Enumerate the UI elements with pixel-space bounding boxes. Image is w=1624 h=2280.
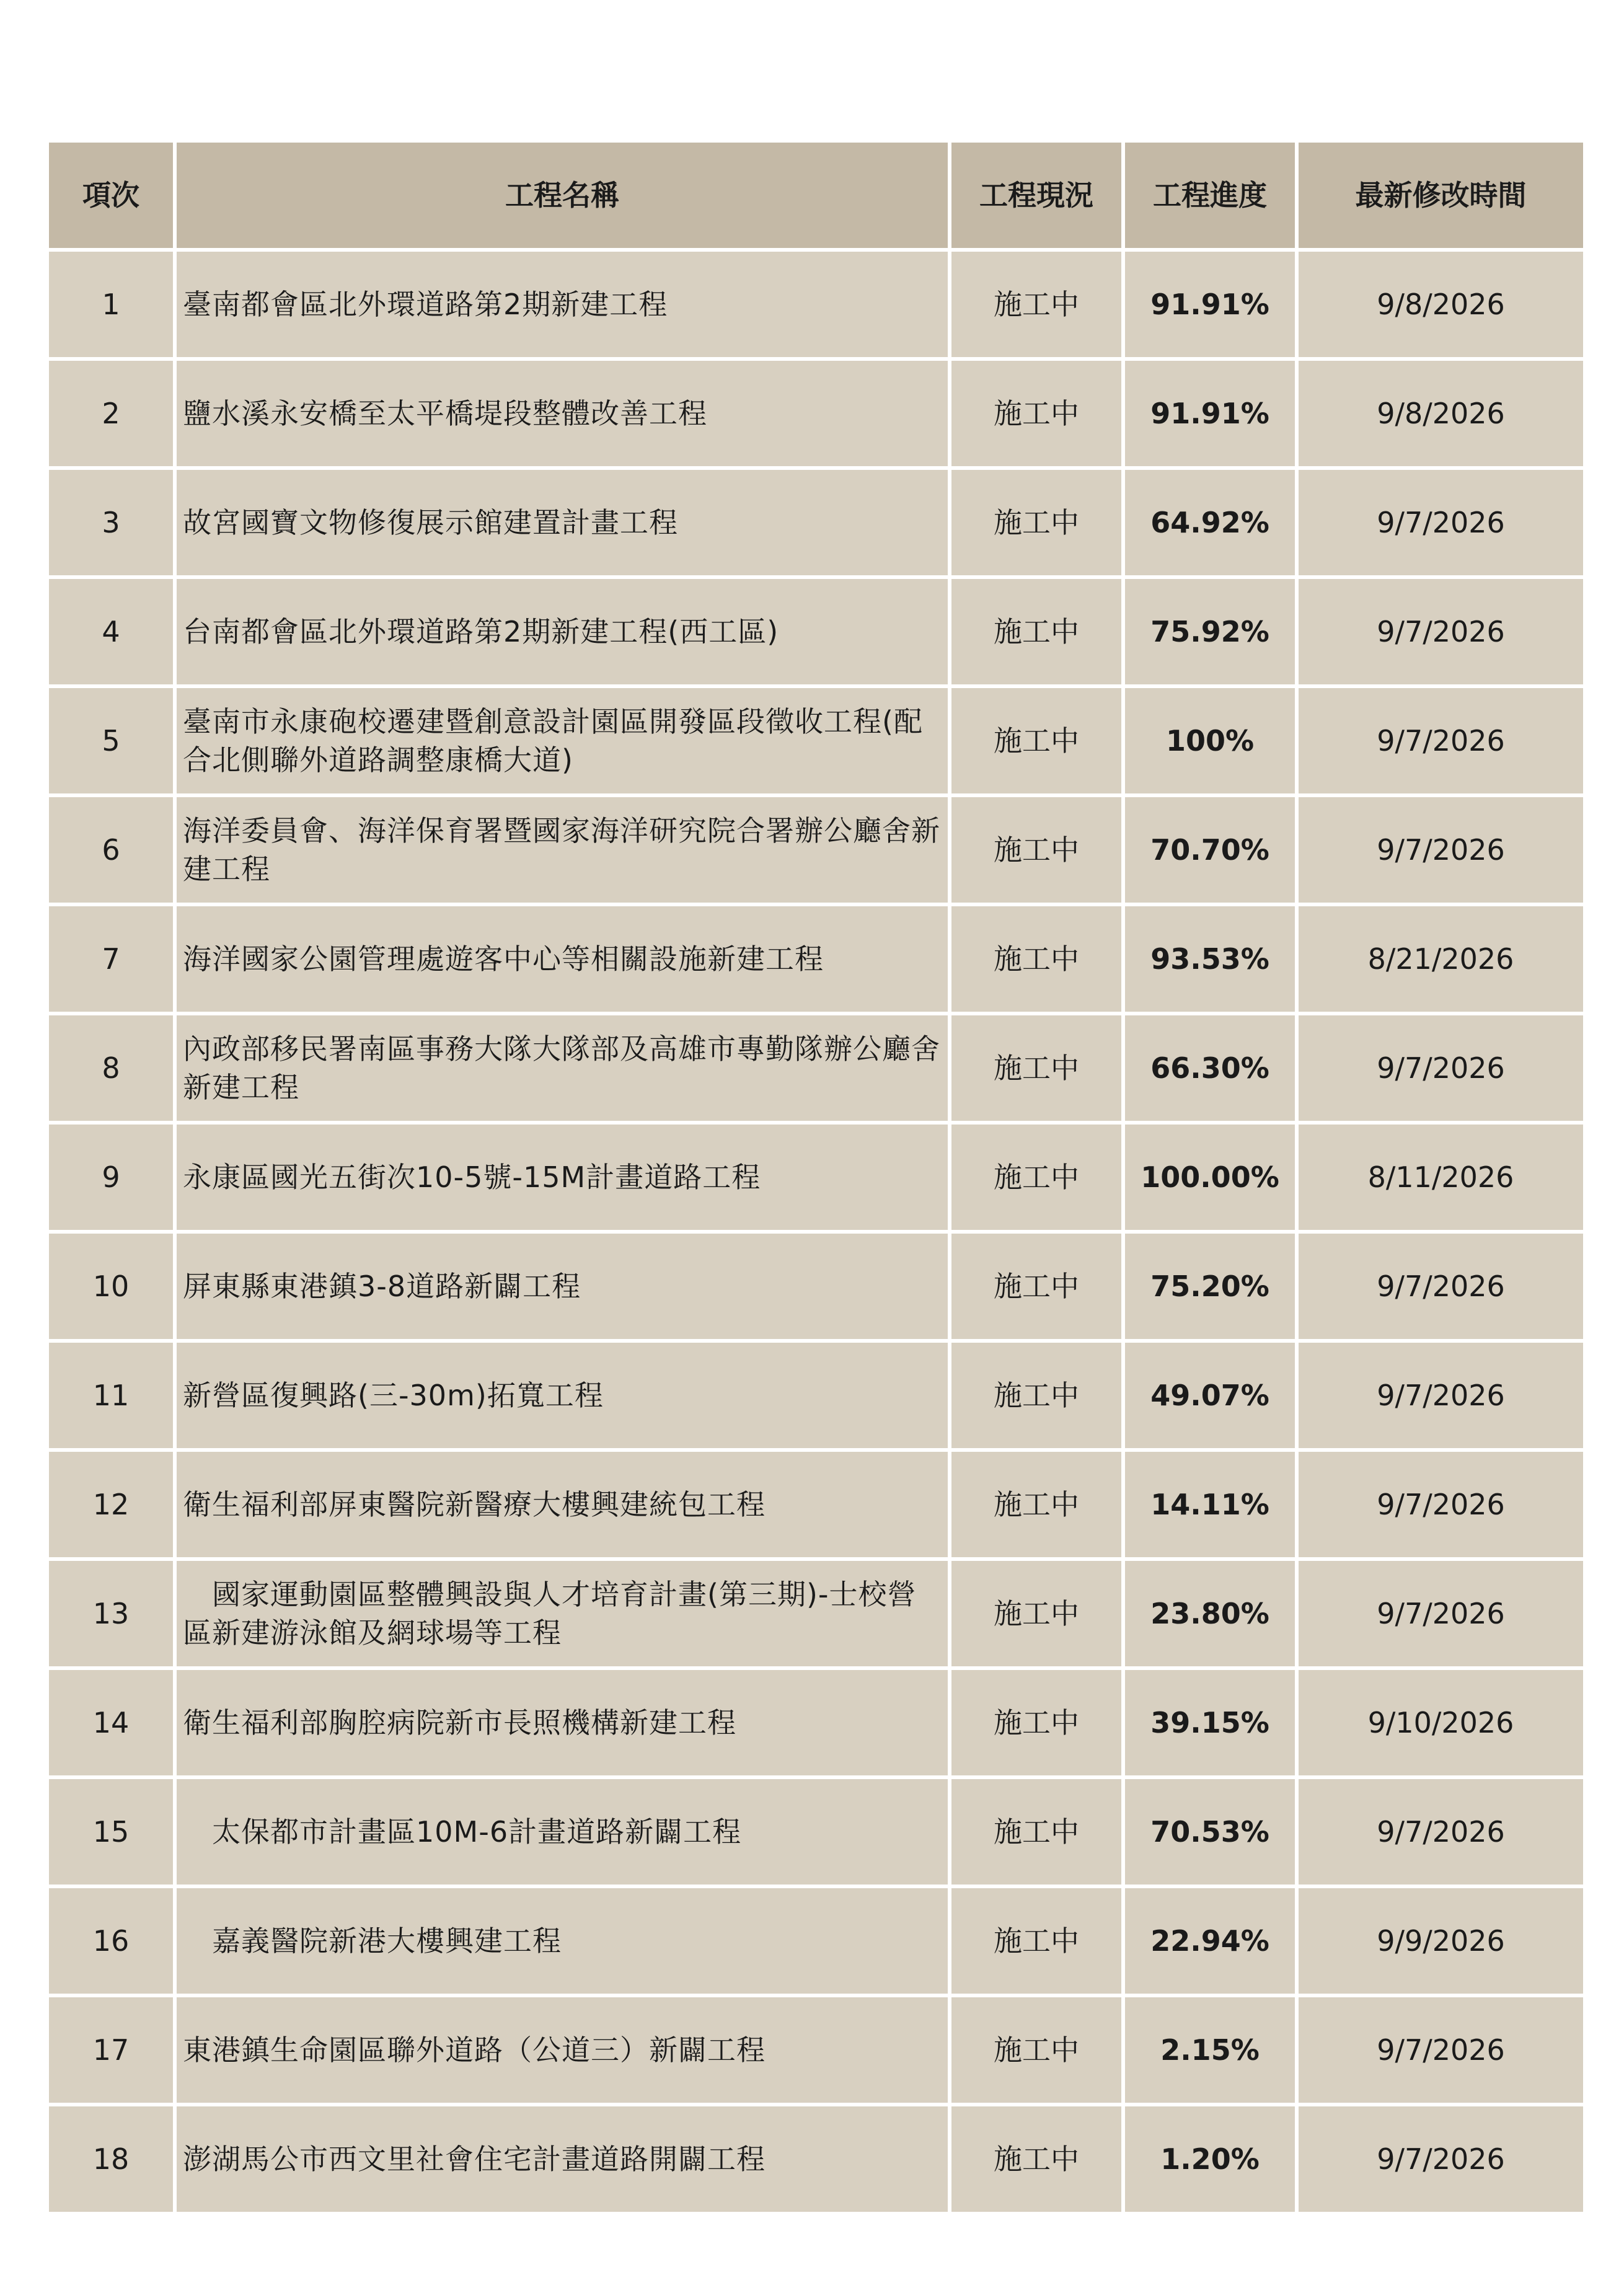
cell-project-name — [177, 252, 948, 357]
cell-project-name — [177, 1997, 948, 2103]
header-status: 工程現況 — [951, 143, 1121, 248]
cell-item-no: 18 — [49, 2106, 173, 2212]
cell-project-name — [177, 1125, 948, 1230]
cell-updated: 9/7/2026 — [1299, 1343, 1583, 1448]
cell-status: 施工中 — [951, 906, 1121, 1012]
cell-project-name — [177, 797, 948, 903]
cell-item-no: 5 — [49, 688, 173, 793]
cell-project-name-text: 衛生福利部屏東醫院新醫療大樓興建統包工程 — [183, 1487, 766, 1521]
cell-project-name — [177, 1234, 948, 1339]
cell-progress: 64.92% — [1125, 470, 1295, 575]
cell-updated: 9/7/2026 — [1299, 1997, 1583, 2103]
cell-updated: 9/7/2026 — [1299, 1015, 1583, 1121]
cell-status: 施工中 — [951, 1670, 1121, 1775]
cell-updated: 8/21/2026 — [1299, 906, 1583, 1012]
cell-status: 施工中 — [951, 1452, 1121, 1557]
cell-project-name — [177, 2106, 948, 2212]
cell-item-no: 16 — [49, 1888, 173, 1994]
cell-item-no: 11 — [49, 1343, 173, 1448]
cell-item-no: 10 — [49, 1234, 173, 1339]
cell-project-name-text: 國家運動園區整體興設與人才培育計畫(第三期)-士校營區新建游泳館及網球場等工程 — [183, 1577, 917, 1650]
cell-status: 施工中 — [951, 1234, 1121, 1339]
cell-project-name-text: 臺南市永康砲校遷建暨創意設計園區開發區段徵收工程(配合北側聯外道路調整康橋大道) — [183, 704, 923, 777]
cell-project-name — [177, 1888, 948, 1994]
cell-progress: 2.15% — [1125, 1997, 1295, 2103]
cell-progress: 91.91% — [1125, 252, 1295, 357]
cell-item-no: 2 — [49, 361, 173, 466]
cell-project-name-text: 海洋委員會、海洋保育署暨國家海洋研究院合署辦公廳舍新建工程 — [183, 813, 940, 886]
cell-updated: 9/7/2026 — [1299, 470, 1583, 575]
cell-status: 施工中 — [951, 1125, 1121, 1230]
cell-progress: 100% — [1125, 688, 1295, 793]
project-table — [49, 143, 1574, 2212]
cell-project-name-text: 海洋國家公園管理處遊客中心等相關設施新建工程 — [183, 942, 824, 976]
cell-progress: 14.11% — [1125, 1452, 1295, 1557]
cell-item-no: 9 — [49, 1125, 173, 1230]
cell-status: 施工中 — [951, 579, 1121, 684]
cell-status: 施工中 — [951, 2106, 1121, 2212]
cell-progress: 39.15% — [1125, 1670, 1295, 1775]
cell-progress: 75.20% — [1125, 1234, 1295, 1339]
cell-project-name — [177, 470, 948, 575]
cell-progress: 100.00% — [1125, 1125, 1295, 1230]
cell-project-name-text: 東港鎮生命園區聯外道路（公道三）新闢工程 — [183, 2033, 766, 2067]
cell-project-name-text: 衛生福利部胸腔病院新市長照機構新建工程 — [183, 1705, 736, 1739]
cell-status: 施工中 — [951, 361, 1121, 466]
cell-updated: 9/7/2026 — [1299, 1779, 1583, 1885]
header-project-name: 工程名稱 — [177, 143, 948, 248]
cell-progress: 66.30% — [1125, 1015, 1295, 1121]
cell-project-name — [177, 1670, 948, 1775]
cell-project-name-text: 嘉義醫院新港大樓興建工程 — [183, 1924, 562, 1958]
cell-progress: 23.80% — [1125, 1561, 1295, 1666]
cell-project-name-text: 內政部移民署南區事務大隊大隊部及高雄市專勤隊辦公廳舍新建工程 — [183, 1032, 940, 1104]
cell-progress: 1.20% — [1125, 2106, 1295, 2212]
cell-item-no: 12 — [49, 1452, 173, 1557]
cell-updated: 9/7/2026 — [1299, 1234, 1583, 1339]
cell-updated: 8/11/2026 — [1299, 1125, 1583, 1230]
cell-updated: 9/7/2026 — [1299, 797, 1583, 903]
cell-updated: 9/7/2026 — [1299, 1561, 1583, 1666]
cell-progress: 70.70% — [1125, 797, 1295, 903]
cell-item-no: 1 — [49, 252, 173, 357]
cell-status: 施工中 — [951, 1343, 1121, 1448]
cell-item-no: 8 — [49, 1015, 173, 1121]
cell-progress: 93.53% — [1125, 906, 1295, 1012]
cell-updated: 9/8/2026 — [1299, 252, 1583, 357]
cell-status: 施工中 — [951, 470, 1121, 575]
cell-status: 施工中 — [951, 252, 1121, 357]
cell-project-name — [177, 361, 948, 466]
cell-updated: 9/7/2026 — [1299, 2106, 1583, 2212]
cell-item-no: 4 — [49, 579, 173, 684]
cell-item-no: 6 — [49, 797, 173, 903]
cell-item-no: 7 — [49, 906, 173, 1012]
cell-updated: 9/10/2026 — [1299, 1670, 1583, 1775]
cell-project-name-text: 太保都市計畫區10M-6計畫道路新闢工程 — [183, 1814, 742, 1849]
cell-project-name — [177, 1779, 948, 1885]
cell-project-name — [177, 579, 948, 684]
cell-project-name-text: 台南都會區北外環道路第2期新建工程(西工區) — [183, 614, 779, 648]
cell-status: 施工中 — [951, 1997, 1121, 2103]
cell-item-no: 14 — [49, 1670, 173, 1775]
cell-project-name-text: 新營區復興路(三-30m)拓寬工程 — [183, 1378, 604, 1412]
cell-project-name-text: 故宮國寶文物修復展示館建置計畫工程 — [183, 505, 678, 539]
cell-progress: 91.91% — [1125, 361, 1295, 466]
cell-project-name — [177, 688, 948, 793]
cell-status: 施工中 — [951, 1015, 1121, 1121]
cell-status: 施工中 — [951, 1888, 1121, 1994]
cell-progress: 22.94% — [1125, 1888, 1295, 1994]
cell-project-name — [177, 1452, 948, 1557]
cell-project-name — [177, 1343, 948, 1448]
cell-project-name — [177, 1561, 948, 1666]
cell-progress: 75.92% — [1125, 579, 1295, 684]
cell-status: 施工中 — [951, 797, 1121, 903]
cell-project-name-text: 臺南都會區北外環道路第2期新建工程 — [183, 287, 668, 321]
cell-updated: 9/7/2026 — [1299, 579, 1583, 684]
cell-progress: 49.07% — [1125, 1343, 1295, 1448]
header-progress: 工程進度 — [1125, 143, 1295, 248]
header-updated: 最新修改時間 — [1299, 143, 1583, 248]
cell-project-name-text: 永康區國光五街次10-5號-15M計畫道路工程 — [183, 1160, 761, 1194]
cell-item-no: 17 — [49, 1997, 173, 2103]
cell-updated: 9/9/2026 — [1299, 1888, 1583, 1994]
cell-item-no: 15 — [49, 1779, 173, 1885]
cell-updated: 9/7/2026 — [1299, 688, 1583, 793]
cell-item-no: 3 — [49, 470, 173, 575]
cell-item-no: 13 — [49, 1561, 173, 1666]
cell-status: 施工中 — [951, 688, 1121, 793]
cell-status: 施工中 — [951, 1561, 1121, 1666]
cell-updated: 9/7/2026 — [1299, 1452, 1583, 1557]
cell-project-name — [177, 1015, 948, 1121]
cell-progress: 70.53% — [1125, 1779, 1295, 1885]
cell-project-name — [177, 906, 948, 1012]
cell-updated: 9/8/2026 — [1299, 361, 1583, 466]
header-item-no: 項次 — [49, 143, 173, 248]
cell-project-name-text: 澎湖馬公市西文里社會住宅計畫道路開闢工程 — [183, 2142, 766, 2176]
cell-status: 施工中 — [951, 1779, 1121, 1885]
cell-project-name-text: 屏東縣東港鎮3-8道路新闢工程 — [183, 1269, 581, 1303]
cell-project-name-text: 鹽水溪永安橋至太平橋堤段整體改善工程 — [183, 396, 707, 430]
